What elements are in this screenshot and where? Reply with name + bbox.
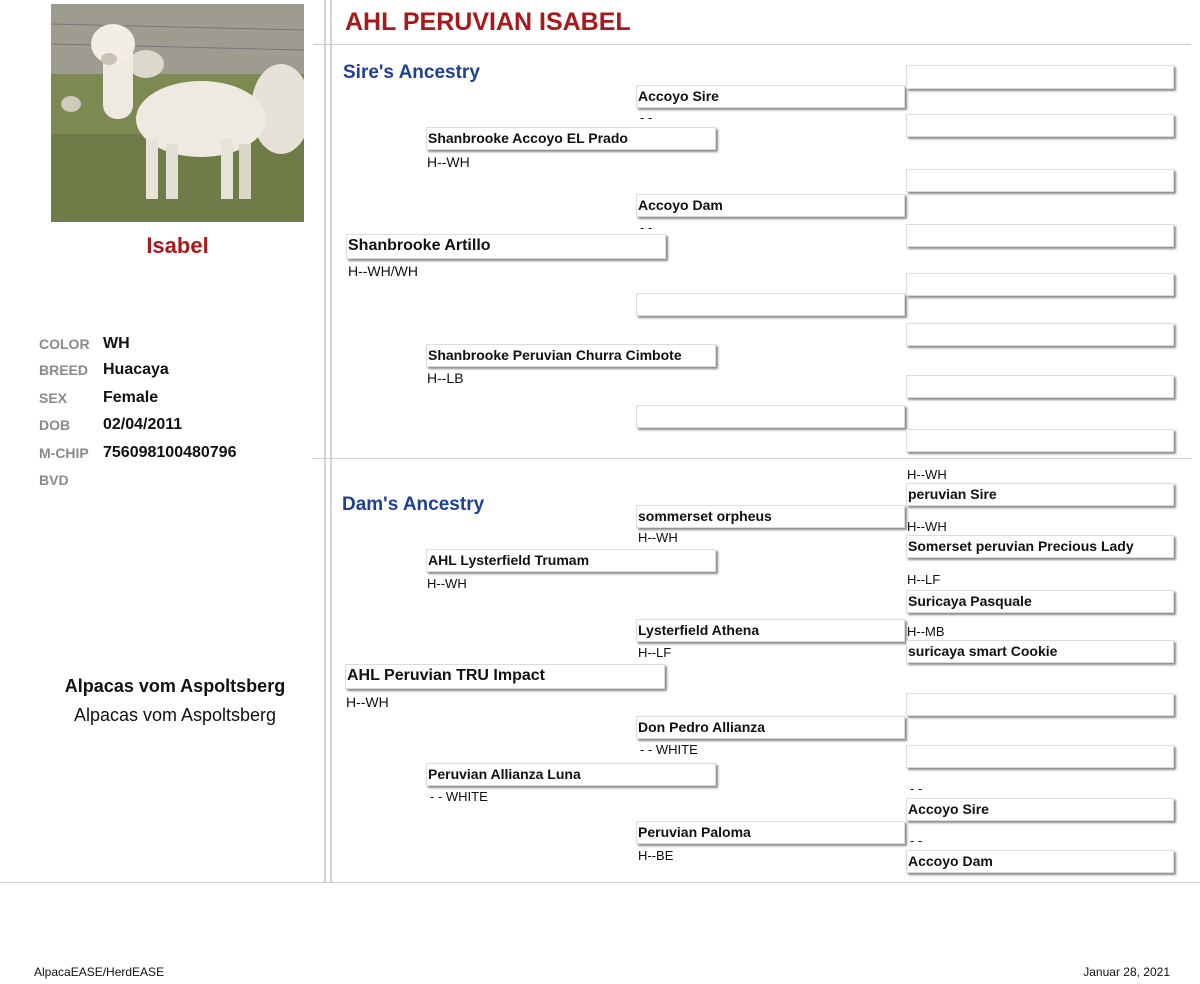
detail-value-breed: Huacaya [103, 361, 169, 378]
animal-name: Isabel [146, 233, 209, 258]
gen4-box[interactable]: peruvian Sire [906, 483, 1174, 506]
alpaca-photo-image [51, 4, 304, 222]
great-grandparent-sub: - - WHITE [640, 742, 698, 757]
gen4-box[interactable]: Somerset peruvian Precious Lady [906, 535, 1174, 558]
detail-label-sex: SEX [39, 390, 68, 406]
gen4-pre: H--WH [907, 519, 947, 534]
gen4-pre: - - [910, 781, 923, 796]
gen4-empty-box[interactable] [906, 273, 1174, 296]
great-grandparent-sub: - - [640, 110, 653, 125]
dam-sub: H--WH [346, 694, 389, 710]
divider-horizontal [313, 44, 1191, 45]
gen4-empty-box[interactable] [906, 375, 1174, 398]
gen4-empty-box[interactable] [906, 169, 1174, 192]
great-grandparent-box[interactable] [636, 293, 905, 316]
detail-label-color: COLOR [39, 336, 90, 352]
granddam-dam-sub: - - WHITE [430, 789, 488, 804]
sire-box[interactable]: Shanbrooke Artillo [346, 234, 666, 259]
great-grandparent-box[interactable] [636, 405, 905, 428]
great-grandparent-sub: H--WH [638, 530, 678, 545]
granddam-dam-box[interactable]: Peruvian Allianza Luna [426, 763, 716, 786]
divider-horizontal [0, 882, 1200, 883]
detail-value-color: WH [103, 335, 130, 352]
dam-box[interactable]: AHL Peruvian TRU Impact [345, 664, 665, 689]
great-grandparent-sub: - - [640, 220, 653, 235]
detail-value-mchip: 756098100480796 [103, 444, 237, 461]
gen4-box[interactable] [906, 745, 1174, 768]
gen4-pre: H--MB [907, 624, 945, 639]
gen4-pre: - - [910, 833, 923, 848]
gen4-box[interactable]: Suricaya Pasquale [906, 590, 1174, 613]
sire-section-heading: Sire's Ancestry [343, 62, 480, 83]
great-grandparent-sub: H--LF [638, 645, 672, 660]
divider-vertical [330, 0, 332, 882]
detail-label-dob: DOB [39, 417, 71, 433]
gen4-empty-box[interactable] [906, 323, 1174, 346]
granddam-box[interactable]: Shanbrooke Peruvian Churra Cimbote [426, 344, 716, 367]
gen4-empty-box[interactable] [906, 114, 1174, 137]
dam-section-heading: Dam's Ancestry [342, 494, 485, 515]
farm-name: Alpacas vom Aspoltsberg [73, 705, 277, 725]
gen4-pre: H--WH [907, 467, 947, 482]
farm-name-bold: Alpacas vom Aspoltsberg [64, 676, 286, 696]
gen4-empty-box[interactable] [906, 429, 1174, 452]
great-grandparent-box[interactable]: Accoyo Dam [636, 194, 905, 217]
gen4-box[interactable]: Accoyo Dam [906, 850, 1174, 873]
gen4-empty-box[interactable] [906, 65, 1174, 89]
detail-value-sex: Female [103, 389, 159, 406]
gen4-empty-box[interactable] [906, 224, 1174, 247]
granddam-sire-box[interactable]: AHL Lysterfield Trumam [426, 549, 716, 572]
detail-label-breed: BREED [39, 362, 89, 378]
gen4-box[interactable] [906, 693, 1174, 716]
grandsire-sub: H--WH [427, 154, 470, 170]
granddam-sire-sub: H--WH [427, 576, 467, 591]
footer-software: AlpacaEASE/HerdEASE [34, 965, 165, 979]
gen4-pre: H--LF [907, 572, 941, 587]
granddam-sub: H--LB [427, 370, 464, 386]
gen4-box[interactable]: Accoyo Sire [906, 798, 1174, 821]
great-grandparent-sub: H--BE [638, 848, 674, 863]
great-grandparent-box[interactable]: Don Pedro Allianza [636, 716, 905, 739]
page-title: AHL PERUVIAN ISABEL [345, 8, 631, 36]
detail-value-dob: 02/04/2011 [103, 416, 183, 433]
footer-date: Januar 28, 2021 [1083, 965, 1170, 979]
divider-vertical [324, 0, 326, 882]
grandsire-box[interactable]: Shanbrooke Accoyo EL Prado [426, 127, 716, 150]
sire-sub: H--WH/WH [348, 263, 418, 279]
detail-label-mchip: M-CHIP [39, 445, 89, 461]
detail-label-bvd: BVD [39, 472, 69, 488]
gen4-box[interactable]: suricaya smart Cookie [906, 640, 1174, 663]
great-grandparent-box[interactable]: Peruvian Paloma [636, 821, 905, 844]
animal-photo [51, 4, 304, 222]
great-grandparent-box[interactable]: Lysterfield Athena [636, 619, 905, 642]
great-grandparent-box[interactable]: sommerset orpheus [636, 505, 905, 528]
divider-horizontal [313, 458, 1191, 459]
great-grandparent-box[interactable]: Accoyo Sire [636, 85, 905, 108]
